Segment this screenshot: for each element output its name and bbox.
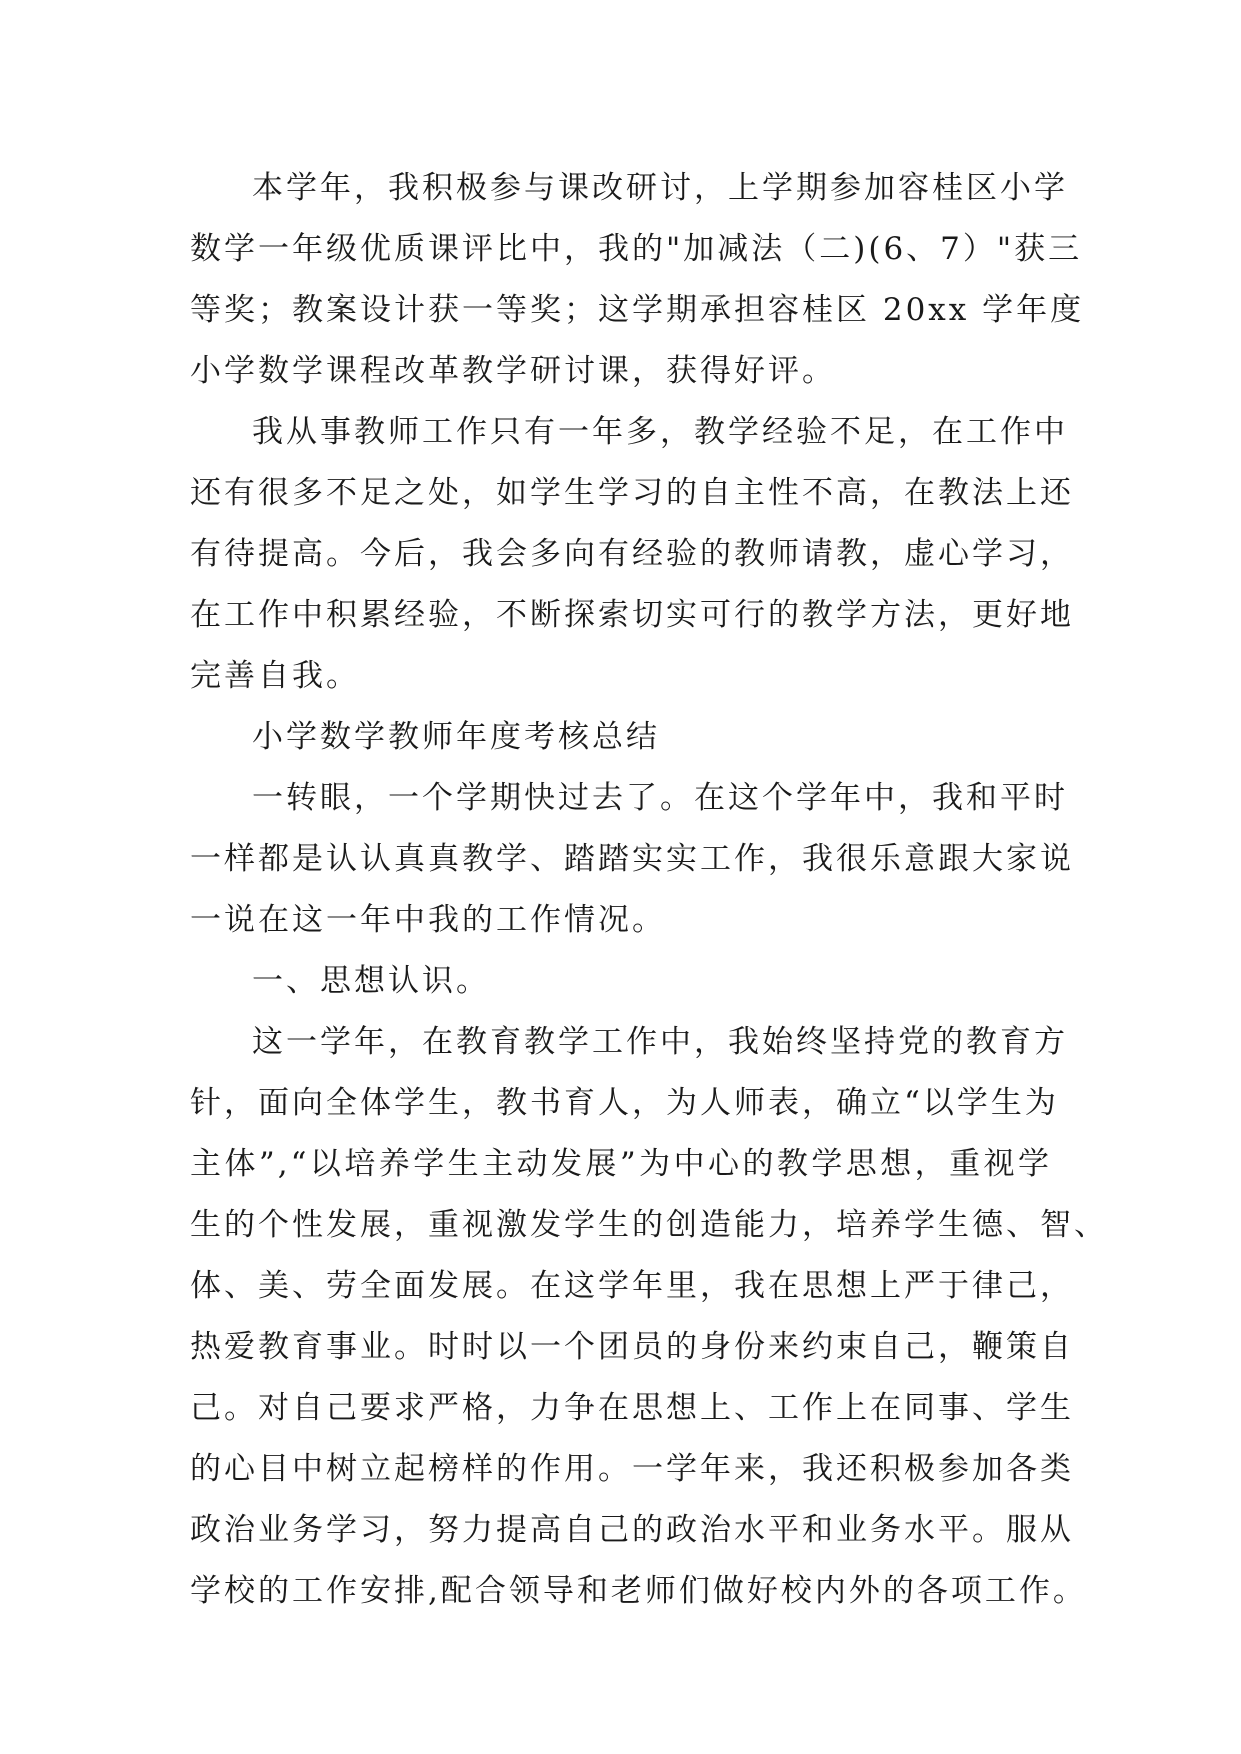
text-line: 数学一年级优质课评比中，我的"加减法（二)(6、7）"获三: [190, 231, 1083, 267]
section-title-text: 小学数学教师年度考核总结: [252, 719, 660, 755]
text-line: 主体”,“以培养学生主动发展”为中心的教学思想，重视学: [190, 1146, 1052, 1182]
text-line: 生的个性发展，重视激发学生的创造能力，培养学生德、智、: [190, 1207, 1108, 1243]
text-line: 这一学年，在教育教学工作中，我始终坚持党的教育方: [252, 1024, 1068, 1060]
document-body: [190, 158, 1108, 1622]
text-line: 完善自我。: [190, 658, 360, 694]
text-line: 还有很多不足之处，如学生学习的自主性不高，在教法上还: [190, 475, 1074, 511]
subsection-heading-text: 一、思想认识。: [252, 963, 490, 999]
text-line: 一说在这一年中我的工作情况。: [190, 902, 666, 938]
paragraph-ideology: [190, 1012, 1108, 1622]
text-line: 一样都是认认真真教学、踏踏实实工作，我很乐意跟大家说: [190, 841, 1074, 877]
section-title: [190, 707, 1052, 768]
subsection-heading: [190, 951, 1052, 1012]
text-line: 小学数学课程改革教学研讨课，获得好评。: [190, 353, 836, 389]
text-line: 一转眼，一个学期快过去了。在这个学年中，我和平时: [252, 780, 1068, 816]
paragraph-awards: [190, 158, 1085, 402]
text-line: 政治业务学习，努力提高自己的政治水平和业务水平。服从: [190, 1512, 1074, 1548]
text-line: 体、美、劳全面发展。在这学年里，我在思想上严于律己，: [190, 1268, 1074, 1304]
text-line: 我从事教师工作只有一年多，教学经验不足，在工作中: [252, 414, 1068, 450]
text-line: 己。对自己要求严格，力争在思想上、工作上在同事、学生: [190, 1390, 1074, 1426]
text-line: 热爱教育事业。时时以一个团员的身份来约束自己，鞭策自: [190, 1329, 1074, 1365]
text-line: 在工作中积累经验，不断探索切实可行的教学方法，更好地: [190, 597, 1074, 633]
text-line: 有待提高。今后，我会多向有经验的教师请教，虚心学习，: [190, 536, 1074, 572]
text-line: 学校的工作安排,配合领导和老师们做好校内外的各项工作。: [190, 1573, 1087, 1609]
text-line: 本学年，我积极参与课改研讨，上学期参加容桂区小学: [252, 170, 1068, 206]
paragraph-shortcomings: [190, 402, 1074, 707]
text-line: 等奖；教案设计获一等奖；这学期承担容桂区 20xx 学年度: [190, 292, 1085, 328]
text-line: 的心目中树立起榜样的作用。一学年来，我还积极参加各类: [190, 1451, 1074, 1487]
paragraph-intro: [190, 768, 1074, 951]
text-line: 针，面向全体学生，教书育人，为人师表，确立“以学生为: [190, 1085, 1059, 1121]
